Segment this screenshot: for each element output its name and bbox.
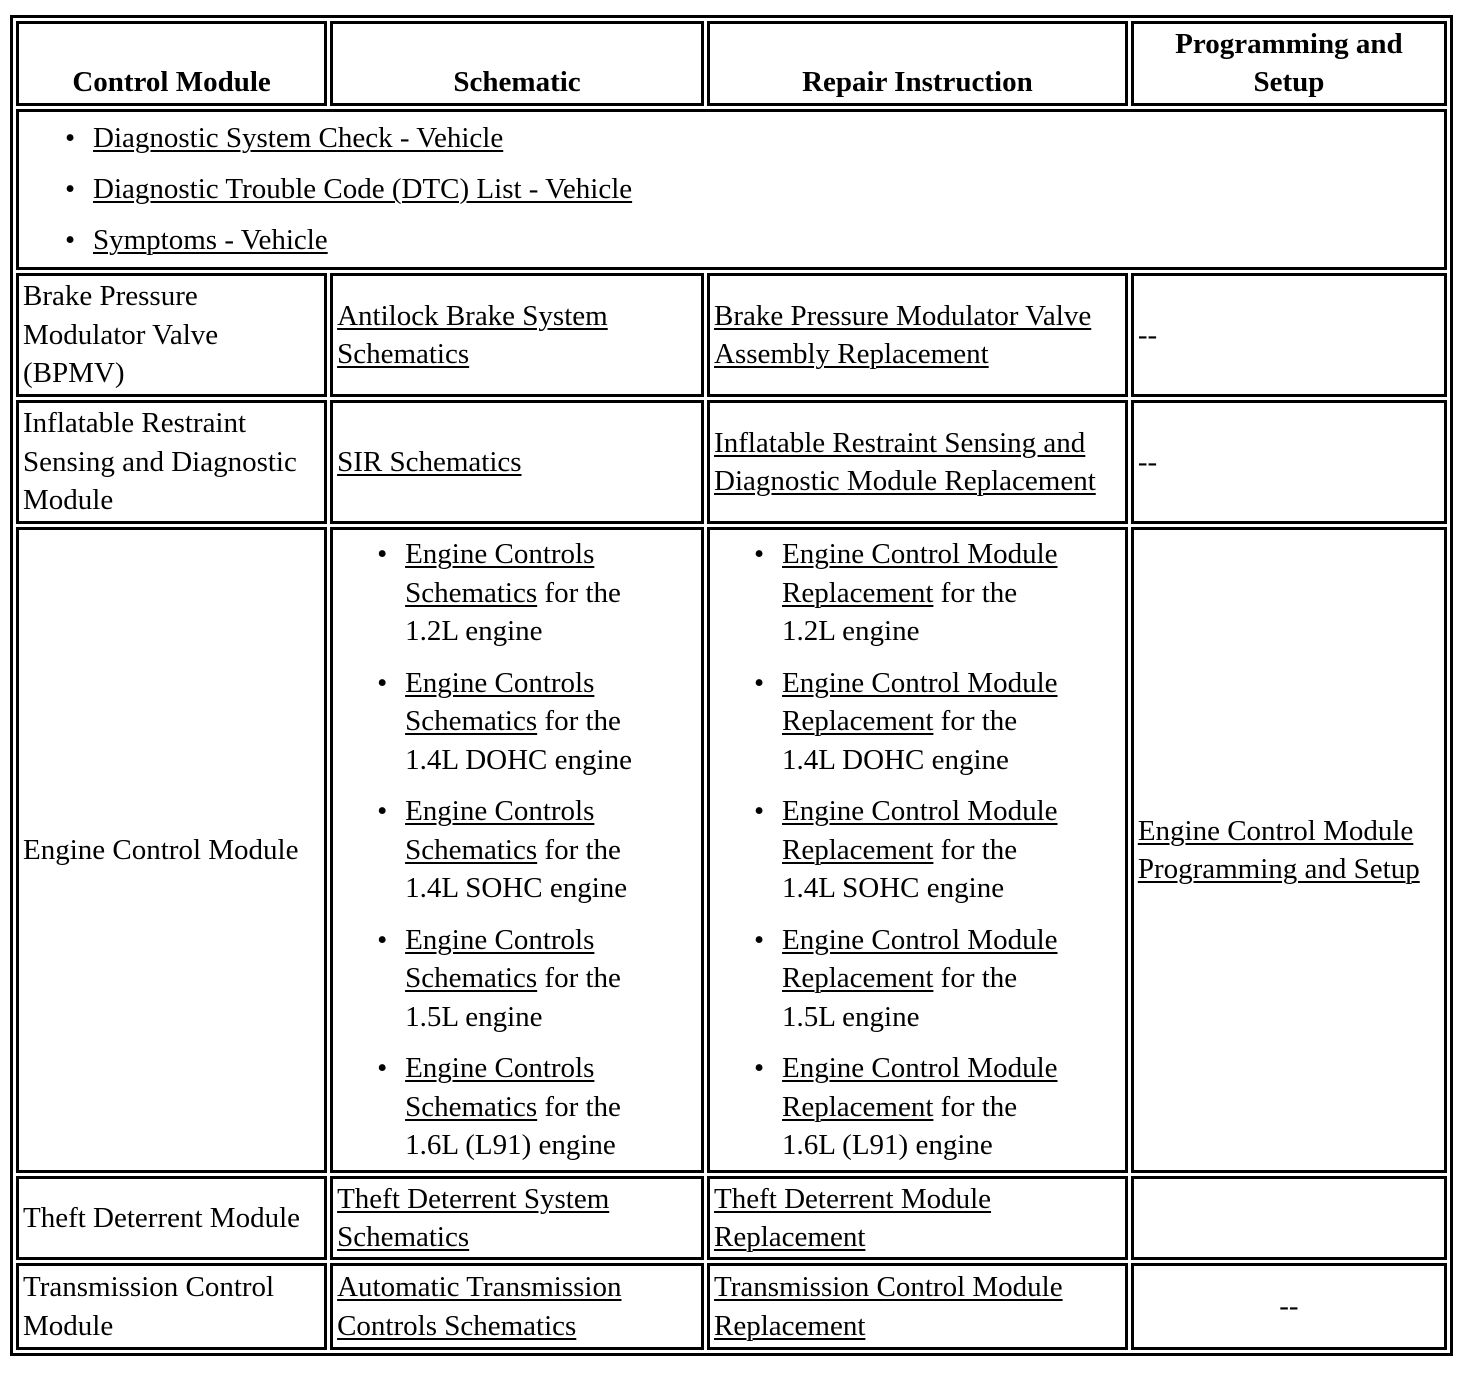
list-item (93, 113, 1440, 164)
repair-link[interactable]: Theft Deterrent Module Replacement (714, 1182, 992, 1253)
list-item (782, 535, 1121, 651)
schematic-link[interactable]: Engine Controls Schematics (405, 666, 595, 738)
repair-link[interactable]: Transmission Control Module Replacement (714, 1271, 1063, 1342)
schematic-link[interactable]: SIR Schematics (337, 445, 522, 478)
list-item (782, 792, 1121, 908)
list-item (405, 1049, 697, 1165)
link-suffix: for the (537, 705, 621, 738)
engine-label: 1.5L engine (405, 1000, 543, 1033)
programming-value: -- (1131, 400, 1447, 524)
link-suffix: for the (537, 576, 621, 609)
schematic-link[interactable]: Engine Controls Schematics (405, 1052, 595, 1123)
table-row (16, 1263, 1447, 1350)
table-row (16, 273, 1447, 397)
repair-link[interactable]: Inflatable Restraint Sensing and Diagnostic Module Replacement (714, 426, 1096, 497)
header-control-module: Control Module (16, 21, 327, 106)
engine-label: 1.2L engine (782, 615, 920, 648)
module-name: Brake Pressure Modulator Valve (BPMV) (16, 273, 327, 397)
general-links-list (23, 113, 1440, 266)
repair-link[interactable]: Engine Control Module Replacement (782, 795, 1058, 866)
schematic-link[interactable]: Engine Controls Schematics (405, 923, 595, 995)
link-suffix: for the (933, 833, 1018, 866)
repair-list (714, 535, 1121, 1165)
list-item (93, 215, 1440, 266)
list-item (405, 535, 697, 651)
link-suffix: for the (537, 962, 621, 995)
table-row (16, 1176, 1447, 1260)
module-name: Theft Deterrent Module (16, 1176, 327, 1260)
schematic-link[interactable]: Antilock Brake System Schematics (337, 299, 608, 370)
list-item (405, 664, 697, 780)
engine-label: 1.4L SOHC engine (405, 872, 628, 905)
header-schematic: Schematic (330, 21, 704, 106)
schematic-link[interactable]: Engine Controls Schematics (405, 538, 595, 609)
link-suffix: for the (933, 705, 1018, 738)
list-item (782, 921, 1121, 1037)
module-name: Inflatable Restraint Sensing and Diagnostic Module (16, 400, 327, 524)
schematic-list (337, 535, 697, 1165)
repair-link[interactable]: Engine Control Module Replacement (782, 923, 1058, 995)
repair-link[interactable]: Engine Control Module Replacement (782, 538, 1058, 609)
engine-label: 1.4L DOHC engine (405, 743, 632, 776)
module-name: Engine Control Module (16, 527, 327, 1173)
table-row (16, 400, 1447, 524)
schematic-link[interactable]: Engine Controls Schematics (405, 795, 595, 866)
repair-link[interactable]: Engine Control Module Replacement (782, 1052, 1058, 1123)
module-name: Transmission Control Module (16, 1263, 327, 1350)
link-suffix: for the (537, 833, 621, 866)
general-links-row (16, 109, 1447, 270)
repair-link[interactable]: Engine Control Module Replacement (782, 666, 1058, 738)
schematic-link[interactable]: Automatic Transmission Controls Schematics (337, 1271, 622, 1342)
link-suffix: for the (933, 576, 1018, 609)
engine-label: 1.6L (L91) engine (782, 1129, 993, 1162)
link-suffix: for the (933, 962, 1018, 995)
list-item (405, 921, 697, 1037)
repair-link[interactable]: Brake Pressure Modulator Valve Assembly Replacement (714, 299, 1092, 370)
engine-label: 1.2L engine (405, 615, 543, 648)
engine-label: 1.4L SOHC engine (782, 872, 1005, 905)
list-item (782, 664, 1121, 780)
list-item (782, 1049, 1121, 1165)
control-module-table (10, 15, 1453, 1356)
header-repair-instruction: Repair Instruction (707, 21, 1128, 106)
schematic-link[interactable]: Theft Deterrent System Schematics (337, 1182, 610, 1253)
engine-label: 1.5L engine (782, 1000, 920, 1033)
programming-value: -- (1131, 1263, 1447, 1350)
programming-value: -- (1131, 273, 1447, 397)
link-suffix: for the (537, 1090, 621, 1123)
list-item (93, 164, 1440, 215)
engine-label: 1.4L DOHC engine (782, 743, 1009, 776)
list-item (405, 792, 697, 908)
link-suffix: for the (933, 1090, 1018, 1123)
ecm-programming-link[interactable]: Engine Control Module Programming and Setup (1137, 814, 1420, 885)
dtc-list-link[interactable]: Diagnostic Trouble Code (DTC) List - Vehicle (93, 173, 633, 205)
table-row (16, 527, 1447, 1173)
header-programming-setup: Programming and Setup (1131, 21, 1447, 106)
engine-label: 1.6L (L91) engine (405, 1129, 616, 1162)
diagnostic-system-check-link[interactable]: Diagnostic System Check - Vehicle (93, 122, 504, 154)
programming-value (1131, 1176, 1447, 1260)
header-row (16, 21, 1447, 106)
symptoms-link[interactable]: Symptoms - Vehicle (93, 224, 328, 256)
